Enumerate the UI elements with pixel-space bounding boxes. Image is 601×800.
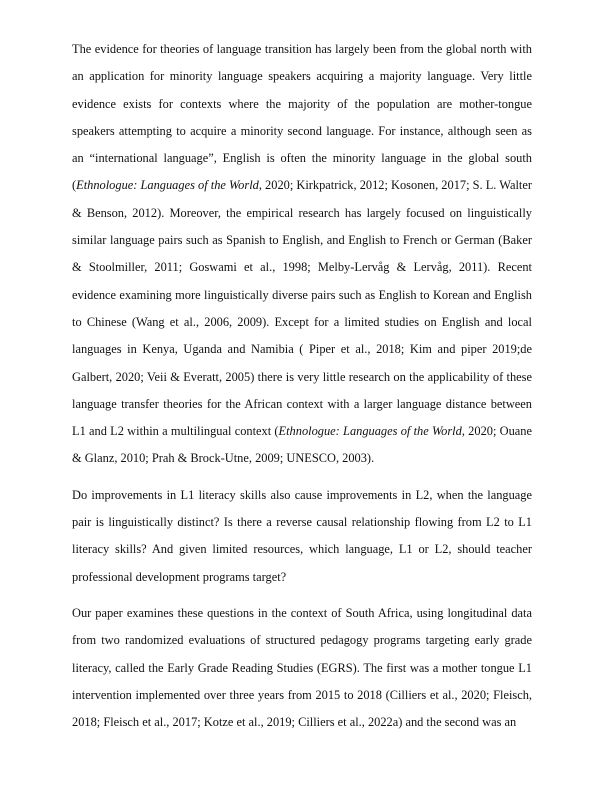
paragraph-language-transition-evidence — [72, 36, 532, 473]
paragraph-paper-overview — [72, 600, 532, 736]
text-run: , 2020; Kirkpatrick, 2012; Kosonen, 2017; S. L. Walter & Benson, 2012). Moreover, the empirical research has largely focused on linguistically similar language pairs such as Spanish to English, and English to French or German (Baker & Stoolmiller, 2011; Goswami et al., 1998; Melby-Lervåg & Lervåg, 2011). Recent evidence examining more linguistically diverse pairs such as English to Korean and English to Chinese (Wang et al., 2006, 2009). Except for a limited studies on English and local languages in Kenya, Uganda and Namibia ( Piper et al., 2018; Kim and piper 2019;de Galbert, 2020; Veii & Everatt, 2005) there is very little research on the applicability of these language transfer theories for the African context with a larger language distance between L1 and L2 within a multilingual context ( — [72, 178, 533, 439]
text-run: Do improvements in L1 literacy skills also cause improvements in L2, when the language pair is linguistically distinct? Is there a reverse causal relationship flowing from L2 to L1 literacy skills? And given limited resources, which language, L1 or L2, should teacher professional development programs target? — [72, 487, 532, 584]
italic-text-run: Ethnologue: Languages of the World — [76, 178, 259, 193]
document-page — [72, 36, 532, 736]
paragraph-research-questions — [72, 482, 532, 591]
text-run: Our paper examines these questions in the context of South Africa, using longitudinal data from two randomized evaluations of structured pedagogy programs targeting early grade literacy, called the Early Grade Reading Studies (EGRS). The first was a mother tongue L1 intervention implemented over three years from 2015 to 2018 (Cilliers et al., 2020; Fleisch, 2018; Fleisch et al., 2017; Kotze et al., 2019; Cilliers et al., 2022a) and the second was an — [72, 605, 532, 730]
italic-text-run: Ethnologue: Languages of the World — [278, 424, 462, 439]
text-run: , 2020; Ouane & Glanz, 2010; Prah & Brock-Utne, 2009; UNESCO, 2003). — [72, 424, 532, 466]
text-run: The evidence for theories of language transition has largely been from the global north with an application for minority language speakers acquiring a majority language. Very little evidence exists for contexts where the majority of the population are mother-tongue speakers attempting to acquire a minority second language. For instance, although seen as an “international language”, English is often the minority language in the global south ( — [72, 42, 532, 193]
